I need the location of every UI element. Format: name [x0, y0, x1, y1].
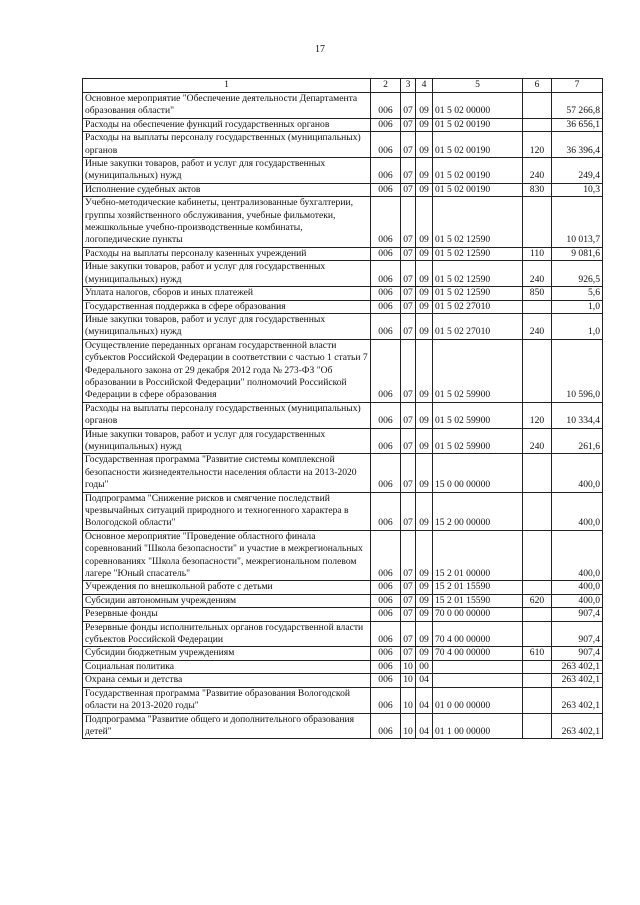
subsection-code: 09 [416, 608, 433, 621]
amount: 263 402,1 [552, 713, 603, 739]
row-name: Государственная поддержка в сфере образования [83, 300, 371, 313]
expense-type-code [523, 660, 552, 673]
table-row [83, 581, 603, 594]
section-code: 07 [401, 581, 416, 594]
row-name: Резервные фонды [83, 608, 371, 621]
table-row [83, 530, 603, 581]
row-name: Государственная программа "Развитие образования Вологодской области на 2013-2020 годы" [83, 687, 371, 713]
glav-code: 006 [371, 454, 401, 492]
amount: 10 334,4 [552, 402, 603, 428]
section-code: 07 [401, 261, 416, 287]
subsection-code: 09 [416, 197, 433, 248]
table-body [83, 93, 603, 739]
glav-code: 006 [371, 687, 401, 713]
subsection-code: 09 [416, 530, 433, 581]
table-row [83, 247, 603, 260]
target-article-code: 15 2 01 15590 [433, 581, 523, 594]
target-article-code: 01 5 02 12590 [433, 287, 523, 300]
row-name: Резервные фонды исполнительных органов государственной власти субъектов Российской Федерации [83, 621, 371, 647]
target-article-code: 01 0 00 00000 [433, 687, 523, 713]
amount: 400,0 [552, 530, 603, 581]
subsection-code: 09 [416, 93, 433, 119]
table-row [83, 454, 603, 492]
section-code: 07 [401, 300, 416, 313]
expense-type-code: 120 [523, 402, 552, 428]
expense-type-code: 240 [523, 313, 552, 339]
glav-code: 006 [371, 158, 401, 184]
section-code: 07 [401, 287, 416, 300]
target-article-code: 01 5 02 12590 [433, 197, 523, 248]
row-name: Расходы на выплаты персоналу государственных (муниципальных) органов [83, 132, 371, 158]
target-article-code: 01 5 02 59900 [433, 339, 523, 402]
expense-type-code: 240 [523, 158, 552, 184]
glav-code: 006 [371, 581, 401, 594]
subsection-code: 09 [416, 261, 433, 287]
row-name: Иные закупки товаров, работ и услуг для государственных (муниципальных) нужд [83, 158, 371, 184]
section-code: 07 [401, 247, 416, 260]
amount: 9 081,6 [552, 247, 603, 260]
amount: 263 402,1 [552, 674, 603, 687]
expense-type-code [523, 300, 552, 313]
expense-type-code [523, 608, 552, 621]
subsection-code: 09 [416, 118, 433, 131]
table-row [83, 197, 603, 248]
table-row [83, 428, 603, 454]
subsection-code: 09 [416, 300, 433, 313]
subsection-code: 09 [416, 581, 433, 594]
page-number: 17 [315, 44, 325, 55]
glav-code: 006 [371, 118, 401, 131]
glav-code: 006 [371, 247, 401, 260]
amount: 400,0 [552, 454, 603, 492]
column-header: 4 [416, 79, 433, 93]
target-article-code: 01 5 02 27010 [433, 300, 523, 313]
section-code: 07 [401, 594, 416, 607]
table-row [83, 647, 603, 660]
amount: 249,4 [552, 158, 603, 184]
target-article-code: 15 2 01 00000 [433, 530, 523, 581]
row-name: Подпрограмма "Снижение рисков и смягчение последствий чрезвычайных ситуаций природного и техногенного характера в Вологодской области" [83, 492, 371, 530]
column-header: 5 [433, 79, 523, 93]
subsection-code: 09 [416, 158, 433, 184]
table-row [83, 594, 603, 607]
subsection-code: 09 [416, 428, 433, 454]
target-article-code: 01 5 02 12590 [433, 247, 523, 260]
section-code: 07 [401, 183, 416, 196]
subsection-code: 09 [416, 492, 433, 530]
target-article-code: 70 4 00 00000 [433, 647, 523, 660]
target-article-code: 01 5 02 00190 [433, 183, 523, 196]
expense-type-code: 830 [523, 183, 552, 196]
subsection-code: 04 [416, 713, 433, 739]
target-article-code: 01 5 02 59900 [433, 402, 523, 428]
amount: 263 402,1 [552, 660, 603, 673]
expense-type-code [523, 454, 552, 492]
target-article-code: 15 2 01 15590 [433, 594, 523, 607]
table-row [83, 313, 603, 339]
section-code: 10 [401, 713, 416, 739]
amount: 907,4 [552, 647, 603, 660]
section-code: 07 [401, 530, 416, 581]
subsection-code: 09 [416, 339, 433, 402]
expense-type-code [523, 492, 552, 530]
expense-type-code [523, 197, 552, 248]
table-row [83, 687, 603, 713]
section-code: 07 [401, 608, 416, 621]
glav-code: 006 [371, 660, 401, 673]
table-row [83, 300, 603, 313]
amount: 57 266,8 [552, 93, 603, 119]
row-name: Охрана семьи и детства [83, 674, 371, 687]
expense-type-code: 850 [523, 287, 552, 300]
expense-type-code [523, 621, 552, 647]
glav-code: 006 [371, 530, 401, 581]
amount: 400,0 [552, 492, 603, 530]
amount: 263 402,1 [552, 687, 603, 713]
glav-code: 006 [371, 674, 401, 687]
section-code: 07 [401, 118, 416, 131]
section-code: 10 [401, 674, 416, 687]
amount: 1,0 [552, 313, 603, 339]
glav-code: 006 [371, 594, 401, 607]
amount: 907,4 [552, 621, 603, 647]
table-row [83, 261, 603, 287]
expense-type-code [523, 530, 552, 581]
section-code: 07 [401, 158, 416, 184]
row-name: Исполнение судебных актов [83, 183, 371, 196]
target-article-code: 01 5 02 00000 [433, 93, 523, 119]
row-name: Учебно-методические кабинеты, централизованные бухгалтерии, группы хозяйственного обслуживания, учебные фильмотеки, межшкольные учебно-производственные комбинаты, логопедические пункты [83, 197, 371, 248]
row-name: Иные закупки товаров, работ и услуг для государственных (муниципальных) нужд [83, 261, 371, 287]
expense-type-code: 110 [523, 247, 552, 260]
glav-code: 006 [371, 261, 401, 287]
expense-type-code [523, 713, 552, 739]
glav-code: 006 [371, 428, 401, 454]
column-header: 7 [552, 79, 603, 93]
target-article-code [433, 674, 523, 687]
section-code: 07 [401, 492, 416, 530]
row-name: Расходы на выплаты персоналу государственных (муниципальных) органов [83, 402, 371, 428]
subsection-code: 00 [416, 660, 433, 673]
table-row [83, 402, 603, 428]
subsection-code: 09 [416, 621, 433, 647]
target-article-code: 70 4 00 00000 [433, 621, 523, 647]
table-row [83, 287, 603, 300]
section-code: 07 [401, 313, 416, 339]
expense-type-code [523, 687, 552, 713]
glav-code: 006 [371, 621, 401, 647]
subsection-code: 04 [416, 674, 433, 687]
column-header: 2 [371, 79, 401, 93]
target-article-code: 15 0 00 00000 [433, 454, 523, 492]
section-code: 07 [401, 339, 416, 402]
row-name: Подпрограмма "Развитие общего и дополнительного образования детей" [83, 713, 371, 739]
section-code: 10 [401, 687, 416, 713]
subsection-code: 04 [416, 687, 433, 713]
section-code: 07 [401, 132, 416, 158]
amount: 10 596,0 [552, 339, 603, 402]
column-header: 3 [401, 79, 416, 93]
amount: 10,3 [552, 183, 603, 196]
row-name: Государственная программа "Развитие системы комплексной безопасности жизнедеятельности населения области на 2013-2020 годы" [83, 454, 371, 492]
glav-code: 006 [371, 713, 401, 739]
glav-code: 006 [371, 132, 401, 158]
subsection-code: 09 [416, 183, 433, 196]
target-article-code: 01 5 02 59900 [433, 428, 523, 454]
table-row [83, 183, 603, 196]
section-code: 07 [401, 428, 416, 454]
subsection-code: 09 [416, 132, 433, 158]
table-row [83, 132, 603, 158]
amount: 926,5 [552, 261, 603, 287]
expense-type-code [523, 118, 552, 131]
row-name: Субсидии автономным учреждениям [83, 594, 371, 607]
target-article-code: 01 1 00 00000 [433, 713, 523, 739]
glav-code: 006 [371, 492, 401, 530]
expense-type-code: 240 [523, 261, 552, 287]
section-code: 07 [401, 197, 416, 248]
glav-code: 006 [371, 647, 401, 660]
table-row [83, 713, 603, 739]
subsection-code: 09 [416, 247, 433, 260]
amount: 10 013,7 [552, 197, 603, 248]
expense-type-code [523, 93, 552, 119]
row-name: Учреждения по внешкольной работе с детьми [83, 581, 371, 594]
table-row [83, 674, 603, 687]
column-header: 1 [83, 79, 371, 93]
subsection-code: 09 [416, 647, 433, 660]
glav-code: 006 [371, 339, 401, 402]
row-name: Расходы на выплаты персоналу казенных учреждений [83, 247, 371, 260]
section-code: 07 [401, 454, 416, 492]
row-name: Иные закупки товаров, работ и услуг для государственных (муниципальных) нужд [83, 428, 371, 454]
target-article-code: 01 5 02 00190 [433, 132, 523, 158]
section-code: 07 [401, 93, 416, 119]
table-row [83, 660, 603, 673]
row-name: Социальная политика [83, 660, 371, 673]
glav-code: 006 [371, 313, 401, 339]
table-row [83, 339, 603, 402]
column-header: 6 [523, 79, 552, 93]
amount: 5,6 [552, 287, 603, 300]
section-code: 07 [401, 647, 416, 660]
subsection-code: 09 [416, 402, 433, 428]
row-name: Субсидии бюджетным учреждениям [83, 647, 371, 660]
amount: 1,0 [552, 300, 603, 313]
amount: 907,4 [552, 608, 603, 621]
row-name: Основное мероприятие "Проведение областного финала соревнований "Школа безопасности" и участие в межрегиональных соревнованиях "Школа безопасности", межрегиональном полевом лагере "Юный спасатель" [83, 530, 371, 581]
target-article-code: 70 0 00 00000 [433, 608, 523, 621]
glav-code: 006 [371, 287, 401, 300]
row-name: Уплата налогов, сборов и иных платежей [83, 287, 371, 300]
expense-type-code [523, 339, 552, 402]
table-row [83, 608, 603, 621]
section-code: 10 [401, 660, 416, 673]
target-article-code [433, 660, 523, 673]
target-article-code: 01 5 02 12590 [433, 261, 523, 287]
expense-type-code: 240 [523, 428, 552, 454]
table-row [83, 118, 603, 131]
target-article-code: 01 5 02 00190 [433, 118, 523, 131]
header-row [83, 79, 603, 93]
row-name: Иные закупки товаров, работ и услуг для государственных (муниципальных) нужд [83, 313, 371, 339]
subsection-code: 09 [416, 287, 433, 300]
amount: 261,6 [552, 428, 603, 454]
expense-type-code: 620 [523, 594, 552, 607]
subsection-code: 09 [416, 454, 433, 492]
amount: 36 656,1 [552, 118, 603, 131]
amount: 400,0 [552, 594, 603, 607]
amount: 400,0 [552, 581, 603, 594]
expense-type-code [523, 581, 552, 594]
glav-code: 006 [371, 93, 401, 119]
glav-code: 006 [371, 300, 401, 313]
glav-code: 006 [371, 197, 401, 248]
section-code: 07 [401, 621, 416, 647]
row-name: Осуществление переданных органам государственной власти субъектов Российской Федерации в соответствии с частью 1 статьи 7 Федерального закона от 29 декабря 2012 года № 273-ФЗ "Об образовании в Российской Федерации" полномочий Российской Федерации в сфере образования [83, 339, 371, 402]
expense-type-code [523, 674, 552, 687]
table-row [83, 492, 603, 530]
table-row [83, 621, 603, 647]
glav-code: 006 [371, 608, 401, 621]
expense-type-code: 120 [523, 132, 552, 158]
budget-table [82, 78, 603, 739]
glav-code: 006 [371, 183, 401, 196]
glav-code: 006 [371, 402, 401, 428]
section-code: 07 [401, 402, 416, 428]
row-name: Расходы на обеспечение функций государственных органов [83, 118, 371, 131]
subsection-code: 09 [416, 313, 433, 339]
table-row [83, 93, 603, 119]
table-row [83, 158, 603, 184]
target-article-code: 01 5 02 00190 [433, 158, 523, 184]
target-article-code: 01 5 02 27010 [433, 313, 523, 339]
subsection-code: 09 [416, 594, 433, 607]
expense-type-code: 610 [523, 647, 552, 660]
amount: 36 396,4 [552, 132, 603, 158]
target-article-code: 15 2 00 00000 [433, 492, 523, 530]
row-name: Основное мероприятие "Обеспечение деятельности Департамента образования области" [83, 93, 371, 119]
